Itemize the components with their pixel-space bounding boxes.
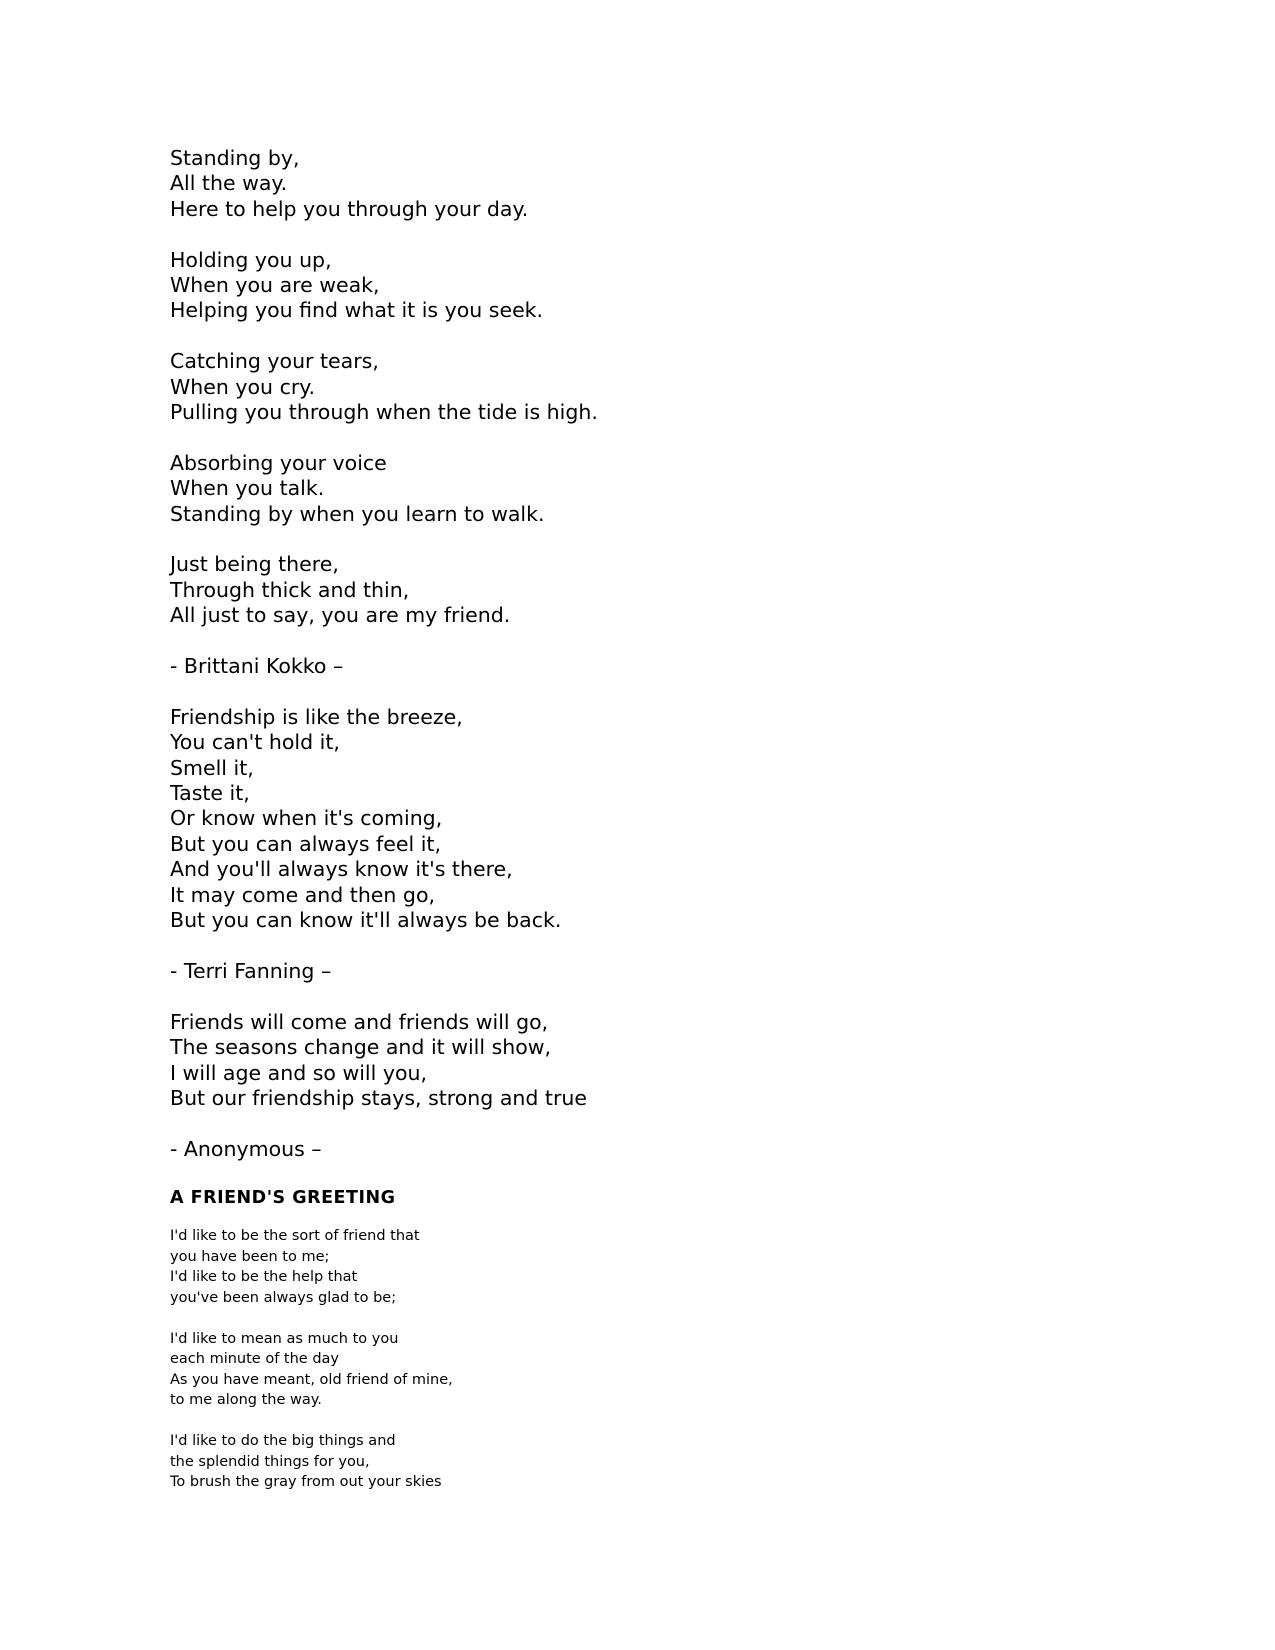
poem-content bbox=[170, 146, 598, 1513]
poem-line: A FRIEND'S GREETING bbox=[170, 1187, 396, 1208]
poem-line: The seasons change and it will show, bbox=[170, 1035, 552, 1060]
poem-line: You can't hold it, bbox=[170, 730, 340, 755]
poem-line: Or know when it's coming, bbox=[170, 806, 443, 831]
poem-line: each minute of the day bbox=[170, 1351, 339, 1367]
poem-line: All the way. bbox=[170, 171, 288, 196]
poem-line: the splendid things for you, bbox=[170, 1453, 370, 1470]
poem-line: But you can always feel it, bbox=[170, 831, 441, 856]
poem-line: Friends will come and friends will go, bbox=[170, 1009, 549, 1034]
poem-line: I'd like to mean as much to you bbox=[170, 1330, 399, 1347]
poem-line: Friendship is like the breeze, bbox=[170, 704, 463, 729]
poem-stanza bbox=[170, 552, 598, 628]
poem-line: Standing by, bbox=[170, 146, 300, 170]
poem-attribution bbox=[170, 959, 598, 984]
poem-line: To brush the gray from out your skies bbox=[170, 1474, 442, 1490]
poem-stanza bbox=[170, 1226, 598, 1308]
poem-stanza bbox=[170, 1010, 598, 1112]
poem-line: Pulling you through when the tide is high. bbox=[170, 400, 598, 425]
poem-stanza bbox=[170, 248, 598, 324]
poem-line: you've been always glad to be; bbox=[170, 1289, 397, 1306]
poem-attribution bbox=[170, 654, 598, 679]
poem-line: I'd like to be the help that bbox=[170, 1269, 358, 1285]
poem-line: All just to say, you are my friend. bbox=[170, 603, 511, 628]
poem-line: Absorbing your voice bbox=[170, 450, 387, 475]
poem-line: When you are weak, bbox=[170, 273, 380, 298]
poem-stanza bbox=[170, 349, 598, 425]
poem-line: When you talk. bbox=[170, 476, 325, 501]
poem-stanza bbox=[170, 1431, 598, 1493]
poem-line: Helping you find what it is you seek. bbox=[170, 298, 544, 323]
poem-stanza bbox=[170, 705, 598, 934]
poem-line: to me along the way. bbox=[170, 1392, 322, 1408]
poem-line: Through thick and thin, bbox=[170, 577, 410, 602]
poem-line: I'd like to do the big things and bbox=[170, 1433, 396, 1449]
poem-line: I'd like to be the sort of friend that bbox=[170, 1228, 420, 1244]
poem-line: you have been to me; bbox=[170, 1248, 330, 1265]
poem-line: When you cry. bbox=[170, 374, 315, 399]
poem-line: Holding you up, bbox=[170, 247, 332, 272]
poem-line: - Brittani Kokko – bbox=[170, 654, 344, 679]
poem-line: But our friendship stays, strong and true bbox=[170, 1085, 587, 1110]
poem-stanza bbox=[170, 1329, 598, 1411]
poem-line: But you can know it'll always be back. bbox=[170, 908, 562, 933]
poem-line: - Anonymous – bbox=[170, 1136, 322, 1161]
poem-line: Here to help you through your day. bbox=[170, 196, 529, 221]
poem-line: Just being there, bbox=[170, 552, 339, 577]
poem-heading bbox=[170, 1188, 598, 1209]
poem-line: - Terri Fanning – bbox=[170, 958, 332, 983]
poem-stanza bbox=[170, 146, 598, 222]
poem-line: It may come and then go, bbox=[170, 882, 435, 907]
poem-line: Catching your tears, bbox=[170, 349, 379, 374]
poem-line: Taste it, bbox=[170, 781, 250, 806]
poem-line: Smell it, bbox=[170, 755, 254, 780]
poem-line: And you'll always know it's there, bbox=[170, 857, 513, 882]
poem-stanza bbox=[170, 451, 598, 527]
poem-line: I will age and so will you, bbox=[170, 1060, 428, 1085]
poem-line: As you have meant, old friend of mine, bbox=[170, 1371, 453, 1388]
poem-attribution bbox=[170, 1137, 598, 1162]
poem-line: Standing by when you learn to walk. bbox=[170, 501, 545, 526]
